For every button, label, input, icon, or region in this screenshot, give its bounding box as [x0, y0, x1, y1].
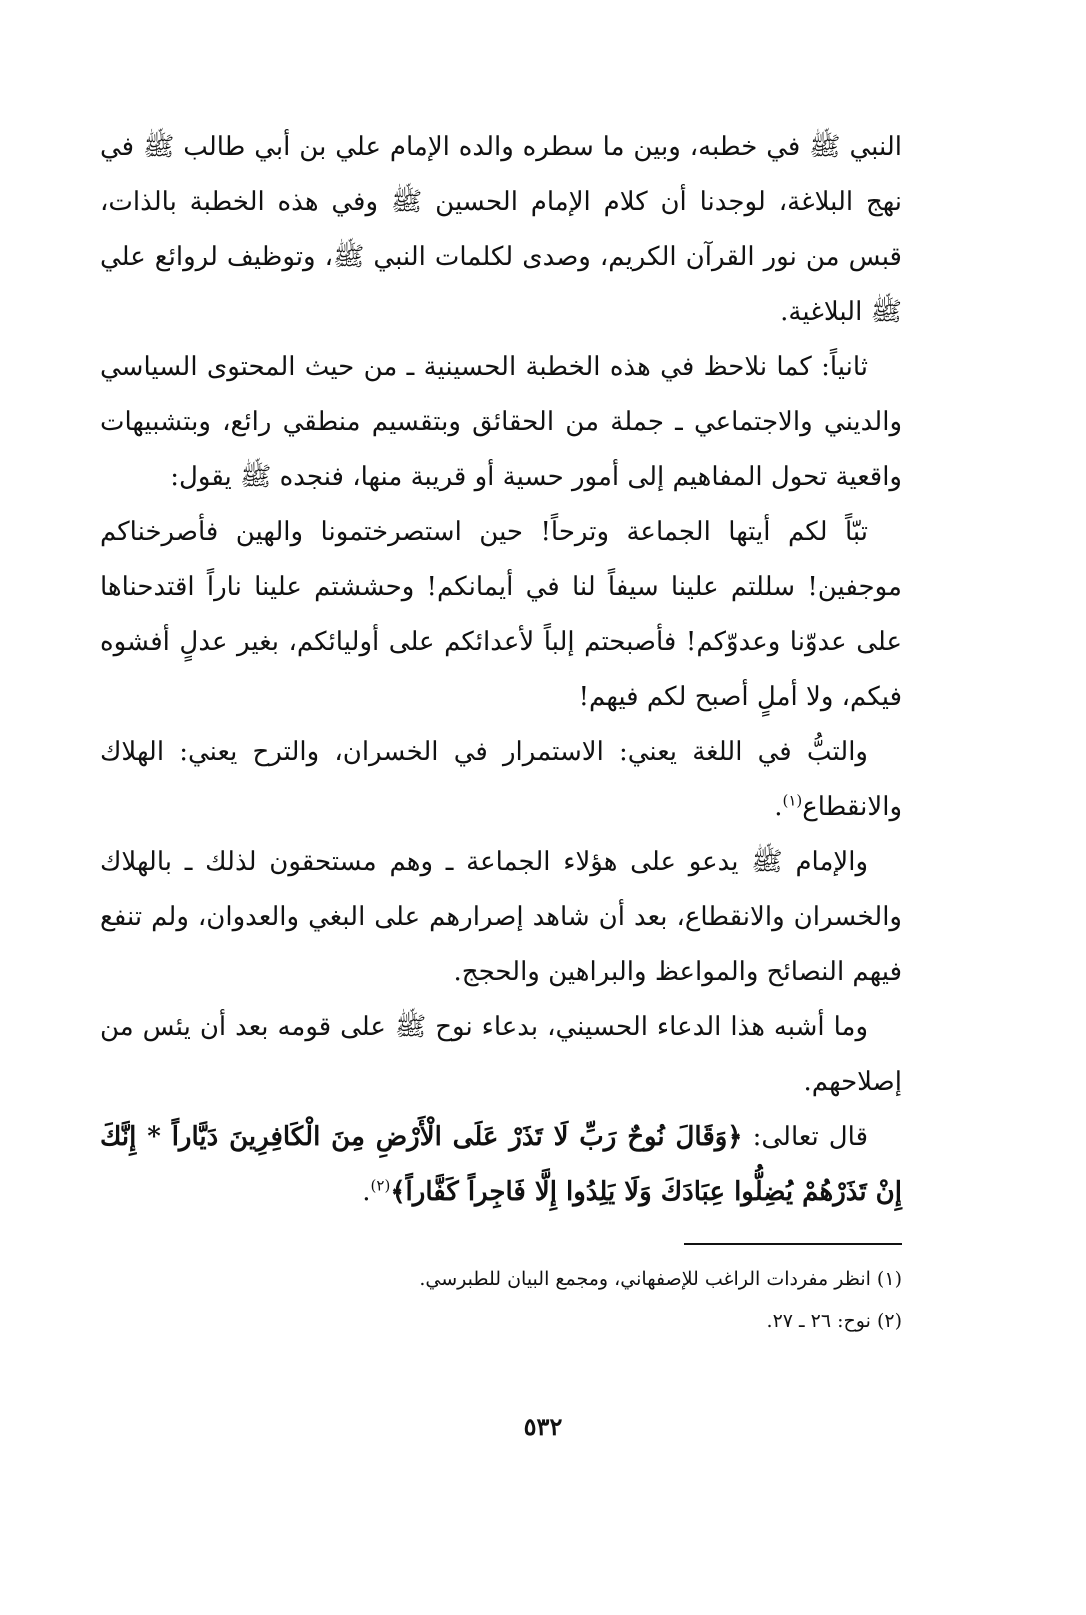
page-number: ٥٣٢ [523, 1412, 563, 1441]
paragraph-4 [100, 725, 902, 835]
paragraph-4-text: والتبُّ في اللغة يعني: الاستمرار في الخسران، والترح يعني: الهلاك والانقطاع [100, 737, 902, 822]
paragraph-2-text: ثانياً: كما نلاحظ في هذه الخطبة الحسينية ـ من حيث المحتوى السياسي والديني والاجتماعي ـ جملة من الحقائق وبتقسيم منطقي رائع، وبتشبيهات واقعية تحول المفاهيم إلى أمور حسية أو قريبة منها، فنجده ﷺ يقول: [100, 352, 902, 492]
quran-intro: قال تعالى: [742, 1122, 868, 1152]
paragraph-2 [100, 340, 902, 505]
footnote-ref-2[interactable]: (٢) [370, 1176, 391, 1195]
paragraph-6-text: وما أشبه هذا الدعاء الحسيني، بدعاء نوح ﷺ على قومه بعد أن يئس من إصلاحهم. [100, 1012, 902, 1097]
footnote-ref-1[interactable]: (١) [782, 791, 803, 810]
paragraph-4-end: . [774, 792, 783, 822]
quran-paragraph [100, 1110, 902, 1220]
paragraph-5 [100, 835, 902, 1000]
quran-verse: ﴿وَقَالَ نُوحٌ رَبِّ لَا تَذَرْ عَلَى الْأَرْضِ مِنَ الْكَافِرِينَ دَيَّاراً * إِنَّكَ إِنْ تَذَرْهُمْ يُضِلُّوا عِبَادَكَ وَلَا يَلِدُوا إِلَّا فَاجِراً كَفَّاراً﴾ [100, 1122, 902, 1207]
paragraph-6 [100, 1000, 902, 1110]
paragraph-5-text: والإمام ﷺ يدعو على هؤلاء الجماعة ـ وهم مستحقون لذلك ـ بالهلاك والخسران والانقطاع، بعد أن شاهد إصرارهم على البغي والعدوان، ولم تنفع فيهم النصائح والمواعظ والبراهين والحجج. [100, 847, 902, 987]
quoted-speech [100, 505, 902, 725]
quran-end: . [362, 1177, 371, 1207]
main-text [100, 120, 902, 1220]
paragraph-1 [100, 120, 902, 340]
footnote-1: (١) انظر مفردات الراغب للإصفهاني، ومجمع البيان للطبرسي. [419, 1268, 902, 1290]
footnote-divider [684, 1243, 902, 1245]
quoted-speech-text: تبّاً لكم أيتها الجماعة وترحاً! حين استصرختمونا والهين فأصرخناكم موجفين! سللتم علينا سيفاً لنا في أيمانكم! وحششتم علينا ناراً اقتدحناها على عدوّنا وعدوّكم! فأصبحتم إلباً لأعدائكم على أوليائكم، بغير عدلٍ أفشوه فيكم، ولا أملٍ أصبح لكم فيهم! [100, 517, 902, 712]
footnote-2: (٢) نوح: ٢٦ ـ ٢٧. [766, 1310, 902, 1332]
footnotes [100, 1258, 902, 1342]
paragraph-1-text: النبي ﷺ في خطبه، وبين ما سطره والده الإمام علي بن أبي طالب ﷺ في نهج البلاغة، لوجدنا أن كلام الإمام الحسين ﷺ وفي هذه الخطبة بالذات، قبس من نور القرآن الكريم، وصدى لكلمات النبي ﷺ، وتوظيف لروائع علي ﷺ البلاغية. [100, 132, 902, 327]
